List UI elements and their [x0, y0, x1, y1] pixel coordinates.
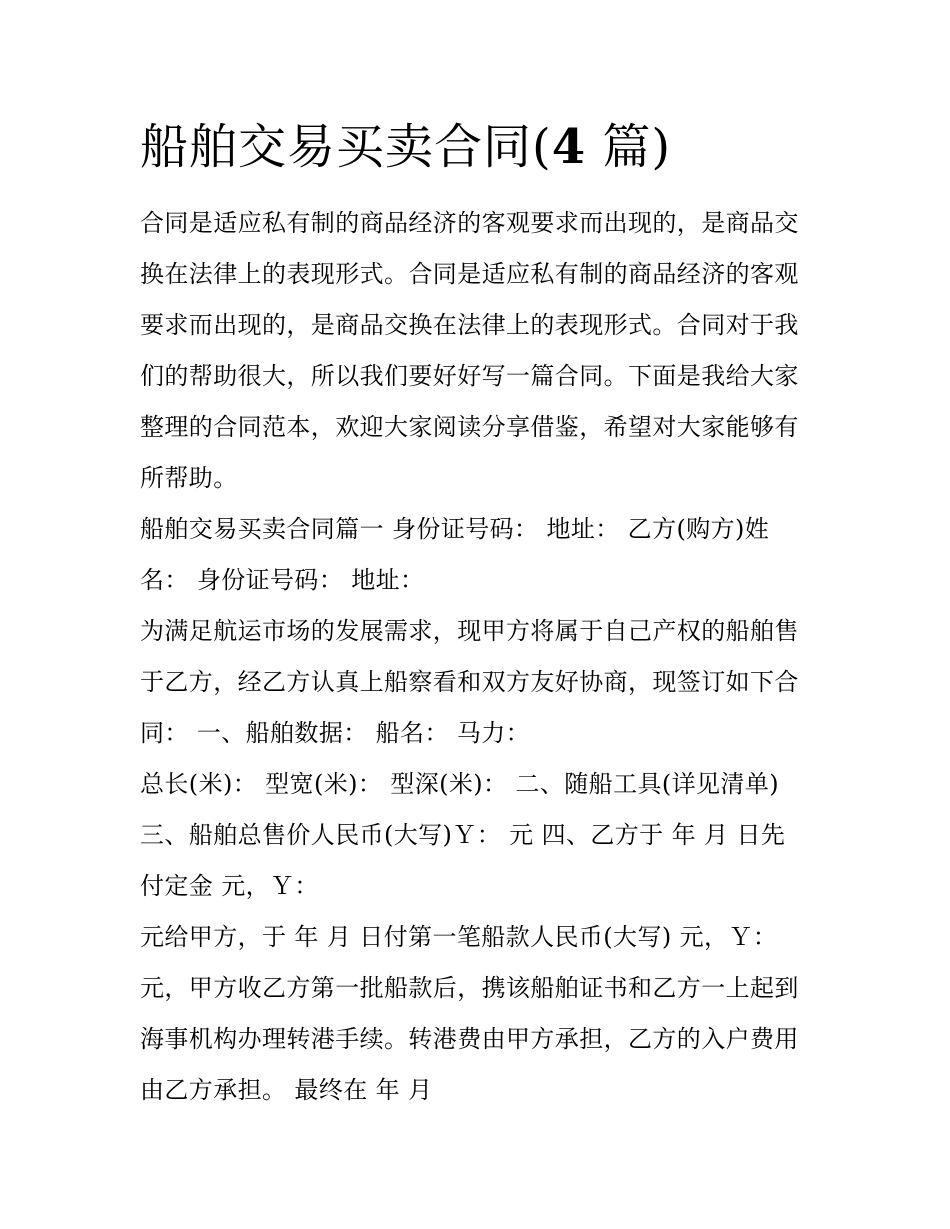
body-line: 于乙方，经乙方认真上船察看和双方友好协商，现签订如下合	[140, 668, 799, 696]
body-line: 合同是适应私有制的商品经济的客观要求而出现的，是商品交	[140, 209, 799, 237]
title-number: 4	[551, 119, 587, 175]
body-line: 海事机构办理转港手续。转港费由甲方承担，乙方的入户费用	[140, 1025, 799, 1053]
body-line: 为满足航运市场的发展需求，现甲方将属于自己产权的船舶售	[140, 617, 799, 645]
body-line: 整理的合同范本，欢迎大家阅读分享借鉴，希望对大家能够有	[140, 413, 799, 441]
title-suffix: 篇)	[586, 119, 672, 175]
title-prefix: 船舶交易买卖合同(	[140, 119, 552, 175]
body-line: 同： 一、船舶数据： 船名： 马力：	[140, 719, 531, 747]
body-line: 要求而出现的，是商品交换在法律上的表现形式。合同对于我	[140, 311, 799, 339]
body-line: 元给甲方，于 年 月 日付第一笔船款人民币(大写) 元，Ｙ：	[140, 923, 778, 951]
body-line: 船舶交易买卖合同篇一 身份证号码： 地址： 乙方(购方)姓	[140, 515, 770, 543]
body-line: 元，甲方收乙方第一批船款后，携该船舶证书和乙方一上起到	[140, 974, 799, 1002]
body-line: 付定金 元，Ｙ：	[140, 872, 319, 900]
body-line: 总长(米)： 型宽(米)： 型深(米)： 二、随船工具(详见清单)	[140, 770, 779, 798]
body-line: 所帮助。	[140, 464, 238, 492]
body-line: 由乙方承担。 最终在 年 月	[140, 1076, 433, 1104]
body-line: 们的帮助很大，所以我们要好好写一篇合同。下面是我给大家	[140, 362, 799, 390]
document-title	[140, 112, 671, 182]
document-body	[140, 198, 820, 1116]
body-line: 换在法律上的表现形式。合同是适应私有制的商品经济的客观	[140, 260, 799, 288]
body-line: 三、船舶总售价人民币(大写)Ｙ： 元 四、乙方于 年 月 日先	[140, 821, 786, 849]
body-line: 名： 身份证号码： 地址：	[140, 566, 425, 594]
